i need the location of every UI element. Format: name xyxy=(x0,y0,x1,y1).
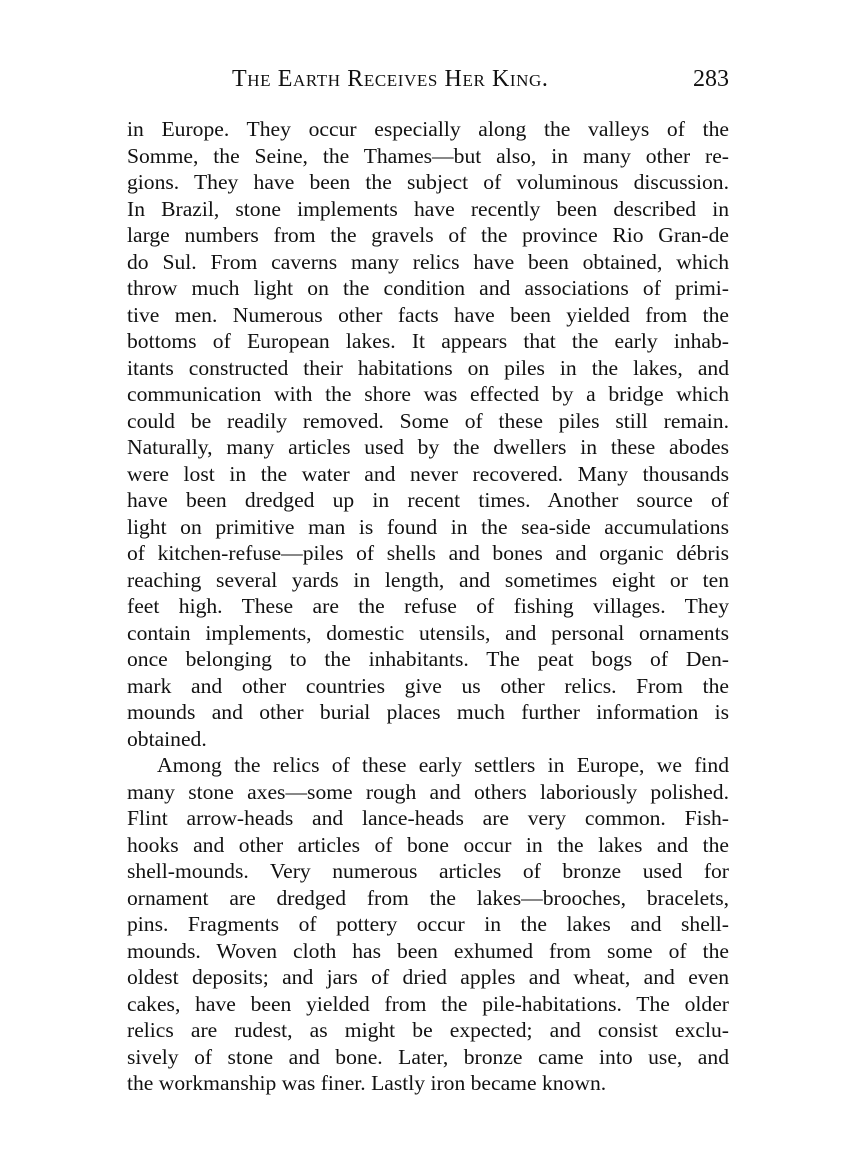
text-line: could be readily removed. Some of these piles still remain. xyxy=(127,408,729,433)
text-line: oldest deposits; and jars of dried apples and wheat, and even xyxy=(127,965,729,989)
text-line: mounds. Woven cloth has been exhumed from some of the xyxy=(127,938,729,963)
text-line: have been dredged up in recent times. Another source of xyxy=(127,488,729,512)
text-line: communication with the shore was effected by a bridge which xyxy=(127,382,729,406)
text-line: cakes, have been yielded from the pile-habitations. The older xyxy=(127,991,729,1016)
text-line: light on primitive man is found in the sea-side accumulations xyxy=(127,514,729,539)
page-number: 283 xyxy=(693,66,729,92)
paragraph xyxy=(127,116,729,752)
text-line: throw much light on the condition and associations of primi- xyxy=(127,276,729,300)
text-line: the workmanship was finer. Lastly iron became known. xyxy=(127,1071,607,1095)
text-line: tive men. Numerous other facts have been yielded from the xyxy=(127,302,729,327)
text-line: many stone axes—some rough and others laboriously polished. xyxy=(127,779,729,804)
text-line: were lost in the water and never recovered. Many thousands xyxy=(127,461,729,486)
paragraph xyxy=(127,752,729,1097)
text-line: relics are rudest, as might be expected; and consist exclu- xyxy=(127,1018,729,1042)
text-line: gions. They have been the subject of voluminous discussion. xyxy=(127,170,729,194)
text-line: ornament are dredged from the lakes—brooches, bracelets, xyxy=(127,885,729,910)
text-line: once belonging to the inhabitants. The peat bogs of Den- xyxy=(127,647,729,671)
text-line: sively of stone and bone. Later, bronze came into use, and xyxy=(127,1044,729,1069)
text-line: mark and other countries give us other relics. From the xyxy=(127,673,729,698)
running-title: The Earth Receives Her King. xyxy=(232,66,549,92)
text-line: Among the relics of these early settlers in Europe, we find xyxy=(157,753,729,777)
text-line: large numbers from the gravels of the province Rio Gran-de xyxy=(127,223,729,247)
text-line: Naturally, many articles used by the dwellers in these abodes xyxy=(127,435,729,459)
text-line: shell-mounds. Very numerous articles of bronze used for xyxy=(127,859,729,883)
text-line: bottoms of European lakes. It appears that the early inhab- xyxy=(127,329,729,353)
text-line: in Europe. They occur especially along the valleys of the xyxy=(127,117,729,141)
text-line: contain implements, domestic utensils, and personal ornaments xyxy=(127,620,729,645)
text-line: Somme, the Seine, the Thames—but also, in many other re- xyxy=(127,143,729,168)
text-line: mounds and other burial places much further information is xyxy=(127,700,729,724)
text-line: obtained. xyxy=(127,726,207,751)
text-line: pins. Fragments of pottery occur in the lakes and shell- xyxy=(127,912,729,936)
text-line: Flint arrow-heads and lance-heads are very common. Fish- xyxy=(127,806,729,830)
text-line: hooks and other articles of bone occur in the lakes and the xyxy=(127,832,729,857)
body-text xyxy=(127,116,729,1097)
text-line: of kitchen-refuse—piles of shells and bones and organic débris xyxy=(127,541,729,565)
text-line: itants constructed their habitations on piles in the lakes, and xyxy=(127,355,729,380)
text-line: do Sul. From caverns many relics have been obtained, which xyxy=(127,249,729,274)
page-header xyxy=(127,66,729,100)
text-line: reaching several yards in length, and sometimes eight or ten xyxy=(127,567,729,592)
text-line: In Brazil, stone implements have recently been described in xyxy=(127,196,729,221)
text-line: feet high. These are the refuse of fishing villages. They xyxy=(127,594,729,618)
